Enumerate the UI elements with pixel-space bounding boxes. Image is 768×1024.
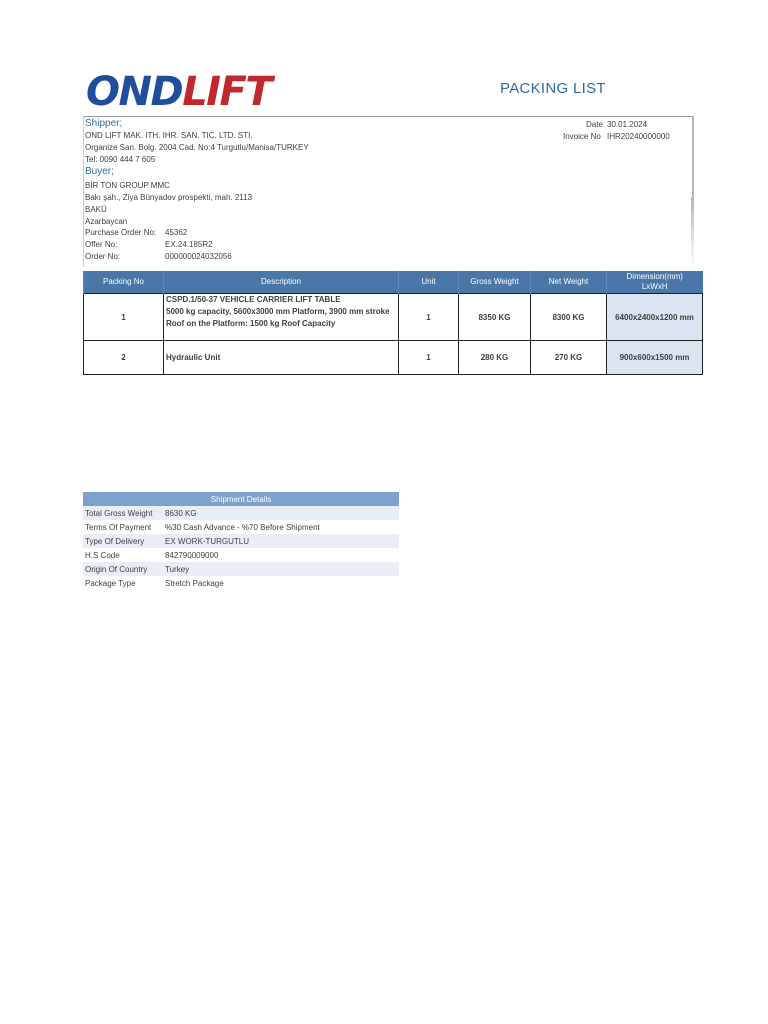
buyer-heading: Buyer; <box>85 166 114 177</box>
shipment-value: 842790009000 <box>165 550 219 560</box>
shipment-label: Package Type <box>85 578 136 588</box>
table-row <box>84 341 703 375</box>
shipment-row <box>83 576 399 590</box>
buyer-name: BİR TON GROUP MMC <box>85 181 170 190</box>
purchase-order-label: Purchase Order No: <box>85 228 157 237</box>
shipment-label: H.S Code <box>85 550 120 560</box>
cell-dimension: 6400x2400x1200 mm <box>607 294 703 341</box>
shipment-label: Terms Of Payment <box>85 522 152 532</box>
dimension-header-text: Dimension(mm) <box>626 272 683 281</box>
shipment-details-table <box>83 492 399 590</box>
buyer-country: Azarbaycan <box>85 217 128 226</box>
shipment-label: Origin Of Country <box>83 562 163 576</box>
desc-line: Roof on the Platform: 1500 kg Roof Capacity <box>166 319 336 328</box>
table-header-row <box>84 271 703 294</box>
col-header-description: Description <box>164 271 399 294</box>
shipment-header-row <box>83 492 399 506</box>
cell-description <box>164 341 399 375</box>
shipper-tel: Tel: 0090 444 7 605 <box>85 155 156 164</box>
invoice-value: IHR20240000000 <box>607 132 670 141</box>
col-header-gross-weight: Gross Weight <box>459 271 531 294</box>
shipment-row <box>83 534 399 548</box>
shipper-name: OND LIFT MAK. ITH. IHR. SAN. TIC. LTD. STI. <box>85 131 253 140</box>
col-header-dimension <box>607 271 703 294</box>
cell-packing-no: 1 <box>84 294 164 341</box>
shipment-row <box>83 520 399 534</box>
table-row <box>84 294 703 341</box>
shipment-row <box>83 562 399 576</box>
logo-part-ond: OND <box>86 69 183 115</box>
cell-unit: 1 <box>399 294 459 341</box>
desc-line: CSPD.1/50-37 VEHICLE CARRIER LIFT TABLE <box>166 295 341 304</box>
cell-gross-weight: 8350 KG <box>459 294 531 341</box>
desc-line: 5000 kg capacity, 5600x3000 mm Platform, 3900 mm stroke <box>166 307 390 316</box>
date-value: 30.01.2024 <box>607 120 648 129</box>
dimension-header-sub: LxWxH <box>641 282 668 291</box>
document-title: PACKING LIST <box>500 80 606 97</box>
cell-description <box>164 294 399 341</box>
shipment-row <box>83 506 399 520</box>
shipment-value: 8630 KG <box>163 506 399 520</box>
invoice-label: Invoice No <box>563 132 601 141</box>
cell-gross-weight: 280 KG <box>459 341 531 375</box>
cell-net-weight: 270 KG <box>531 341 607 375</box>
company-logo <box>86 68 271 116</box>
buyer-city: BAKÜ <box>85 205 107 214</box>
cell-packing-no: 2 <box>84 341 164 375</box>
shipper-address: Organize San. Bolg. 2004 Cad. No:4 Turgutlu/Manisa/TURKEY <box>85 143 309 152</box>
cell-unit: 1 <box>399 341 459 375</box>
shipment-value: %30 Cash Advance - %70 Before Shipment <box>165 522 320 532</box>
desc-line: Hydraulic Unit <box>166 352 221 362</box>
shipment-label: Total Gross Weight <box>83 506 163 520</box>
order-no-label: Order No: <box>85 252 121 261</box>
offer-no-value: EX.24.185R2 <box>165 240 213 249</box>
shipment-row <box>83 548 399 562</box>
col-header-net-weight: Net Weight <box>531 271 607 294</box>
shipment-value: Stretch Package <box>165 578 224 588</box>
col-header-packing-no: Packing No <box>84 271 164 294</box>
packing-items-table <box>83 271 703 375</box>
shipper-heading: Shipper; <box>85 118 123 129</box>
shipment-label: Type Of Delivery <box>83 534 163 548</box>
shipment-details-heading: Shipment Details <box>83 492 399 506</box>
logo-part-lift: LIFT <box>182 69 272 115</box>
col-header-unit: Unit <box>399 271 459 294</box>
box-edge-shadow <box>691 197 694 267</box>
order-no-value: 000000024032056 <box>165 252 232 261</box>
date-label: Date <box>586 120 603 129</box>
cell-net-weight: 8300 KG <box>531 294 607 341</box>
cell-dimension: 900x600x1500 mm <box>607 341 703 375</box>
purchase-order-value: 45362 <box>165 228 188 237</box>
shipment-value: EX WORK-TURGUTLU <box>163 534 399 548</box>
offer-no-label: Offer No: <box>85 240 118 249</box>
buyer-address: Bakı şah., Ziya Bünyadov prospekti, mah. 2113 <box>85 193 253 202</box>
shipment-value: Turkey <box>163 562 399 576</box>
